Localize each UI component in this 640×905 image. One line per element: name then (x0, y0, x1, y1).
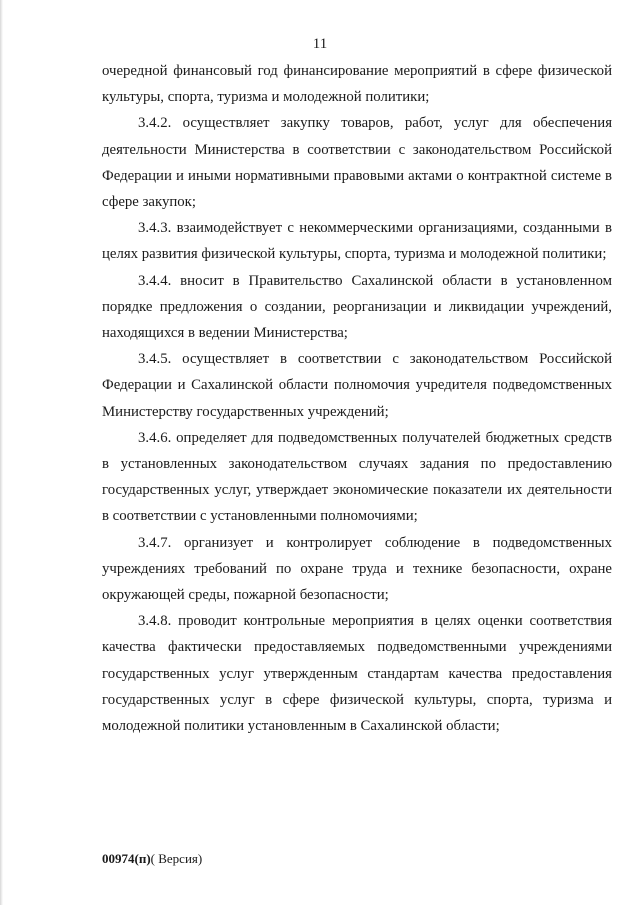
footer (102, 851, 202, 867)
paragraph-3-4-6: 3.4.6. определяет для подведомственных получателей бюджетных средств в установленных законодательством случаях задания по предоставлению государственных услуг, утверждает экономические показатели их деятельности в соответствии с установленными полномочиями; (102, 429, 612, 525)
paragraph-continuation: очередной финансовый год финансирование мероприятий в сфере физической культуры, спорта, туризма и молодежной политики; (102, 63, 612, 106)
paragraph-3-4-4: 3.4.4. вносит в Правительство Сахалинской области в установленном порядке предложения о создании, реорганизации и ликвидации учреждений, находящихся в ведении Министерства; (102, 272, 612, 342)
footer-document-code: 00974(п) (102, 851, 151, 866)
footer-version: ( Версия) (150, 851, 203, 866)
paragraph-3-4-5: 3.4.5. осуществляет в соответствии с законодательством Российской Федерации и Сахалинской области полномочия учредителя подведомственных Министерству государственных учреждений; (102, 351, 612, 420)
paragraph-3-4-7: 3.4.7. организует и контролирует соблюдение в подведомственных учреждениях требований по охране труда и технике безопасности, охране окружающей среды, пожарной безопасности; (102, 534, 612, 604)
paragraph-3-4-2: 3.4.2. осуществляет закупку товаров, работ, услуг для обеспечения деятельности Министерства в соответствии с законодательством Российской Федерации и иными нормативными правовыми актами о контрактной системе в сфере закупок; (102, 115, 612, 211)
page-number: 11 (312, 36, 328, 52)
scan-edge-shadow (0, 0, 3, 905)
paragraph-3-4-3: 3.4.3. взаимодействует с некоммерческими организациями, созданными в целях развития физической культуры, спорта, туризма и молодежной политики; (102, 220, 612, 263)
document-body (102, 58, 612, 739)
paragraph-3-4-8: 3.4.8. проводит контрольные мероприятия в целях оценки соответствия качества фактически предоставляемых подведомственными учреждениями государственных услуг утвержденным стандартам качества предоставления государственных услуг в сфере физической культуры, спорта, туризма и молодежной политики установленным в Сахалинской области; (102, 613, 612, 735)
